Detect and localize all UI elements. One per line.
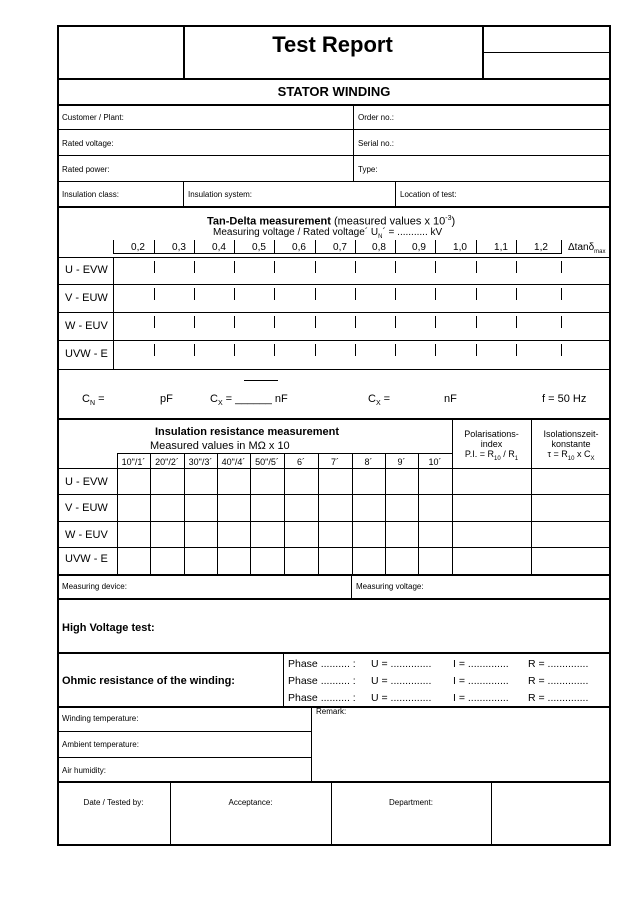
cell-tick xyxy=(561,344,562,356)
tandelta-title: Tan-Delta measurement (measured values x $10^{-3}$) xyxy=(207,215,456,228)
divider xyxy=(395,181,396,207)
cell-tick xyxy=(154,316,155,328)
cell-tick xyxy=(435,316,436,328)
cell-tick xyxy=(355,288,356,300)
cell-tick xyxy=(435,261,436,273)
cell-tick xyxy=(561,316,562,328)
tandelta-row-label: W - EUV xyxy=(65,320,108,332)
divider xyxy=(351,575,352,599)
ratio-label: 0,6 xyxy=(292,242,306,253)
cell-tick xyxy=(274,344,275,356)
divider xyxy=(57,340,611,341)
cell-tick xyxy=(355,316,356,328)
time-label: 50"/5´ xyxy=(255,457,279,467)
grid-column-line xyxy=(385,453,386,574)
insulation-system-label: Insulation system: xyxy=(188,190,253,199)
divider xyxy=(244,380,278,381)
rated-power-label: Rated power: xyxy=(62,165,110,174)
grid-column-line xyxy=(184,453,185,574)
cell-tick xyxy=(315,288,316,300)
cell-tick xyxy=(194,344,195,356)
divider xyxy=(57,521,611,522)
cell-tick xyxy=(315,344,316,356)
cell-tick xyxy=(516,344,517,356)
time-label: 8´ xyxy=(364,457,373,467)
time-label: 10´ xyxy=(428,457,442,467)
divider xyxy=(170,782,171,846)
ratio-tick xyxy=(234,240,235,254)
grid-column-line xyxy=(352,453,353,574)
cell-tick xyxy=(476,288,477,300)
ratio-tick xyxy=(154,240,155,254)
ratio-label: 1,0 xyxy=(453,242,467,253)
grid-column-line xyxy=(117,453,118,574)
divider xyxy=(183,181,184,207)
insulation-row-label: W - EUV xyxy=(65,529,108,541)
insulation-class-label: Insulation class: xyxy=(62,190,119,199)
cell-tick xyxy=(194,288,195,300)
time-label: 9´ xyxy=(397,457,406,467)
ratio-label: 0,4 xyxy=(212,242,226,253)
insulation-subtitle: Measured values in MΩ x 10 xyxy=(150,440,290,452)
tandelta-row-label: V - EUW xyxy=(65,292,108,304)
grid-column-line xyxy=(250,453,251,574)
time-label: 7´ xyxy=(330,457,339,467)
cell-tick xyxy=(476,316,477,328)
divider xyxy=(57,284,611,285)
ratio-label: 0,3 xyxy=(172,242,186,253)
location-label: Location of test: xyxy=(400,190,457,199)
cell-tick xyxy=(395,316,396,328)
ratio-label: 0,2 xyxy=(131,242,145,253)
divider xyxy=(57,206,611,208)
cell-tick xyxy=(234,288,235,300)
cell-tick xyxy=(154,344,155,356)
phase-line: Phase .......... : U = .............. I = .............. R = .............. xyxy=(288,675,589,687)
divider xyxy=(57,652,611,654)
insulation-title: Insulation resistance measurement xyxy=(155,426,340,438)
time-label: 40"/4´ xyxy=(221,457,246,467)
type-label: Type: xyxy=(358,165,378,174)
ratio-tick xyxy=(113,240,114,254)
cell-tick xyxy=(561,288,562,300)
grid-column-line xyxy=(284,453,285,574)
cell-tick xyxy=(234,316,235,328)
ratio-tick xyxy=(315,240,316,254)
grid-column-line xyxy=(318,453,319,574)
grid-column-line xyxy=(418,453,419,574)
cx-field: $C_X$ = ______ nF xyxy=(210,393,288,408)
cell-tick xyxy=(395,288,396,300)
cell-tick xyxy=(476,261,477,273)
cell-tick xyxy=(315,316,316,328)
cell-tick xyxy=(194,261,195,273)
section-title-stator: STATOR WINDING xyxy=(277,84,391,99)
date-tested-label: Date / Tested by: xyxy=(83,798,144,807)
ratio-tick xyxy=(194,240,195,254)
cell-tick xyxy=(274,288,275,300)
winding-temp-label: Winding temperature: xyxy=(62,714,139,723)
divider xyxy=(331,782,332,846)
cell-tick xyxy=(194,316,195,328)
ratio-tick xyxy=(561,240,562,254)
divider xyxy=(57,494,611,495)
divider xyxy=(113,253,561,254)
divider xyxy=(57,78,611,80)
cell-tick xyxy=(561,261,562,273)
ratio-label: 0,8 xyxy=(372,242,386,253)
cell-tick xyxy=(395,344,396,356)
ratio-tick xyxy=(355,240,356,254)
frequency: f = 50 Hz xyxy=(542,393,587,405)
measuring-voltage-label: Measuring voltage: xyxy=(356,582,424,591)
cell-tick xyxy=(395,261,396,273)
time-label: 20"/2´ xyxy=(155,457,179,467)
cell-tick xyxy=(234,344,235,356)
tandelta-row-label: UVW - E xyxy=(65,348,108,360)
divider xyxy=(57,257,611,258)
divider xyxy=(57,781,611,783)
cell-tick xyxy=(476,344,477,356)
acceptance-label: Acceptance: xyxy=(228,798,273,807)
ratio-label: 1,2 xyxy=(534,242,548,253)
cell-tick xyxy=(274,261,275,273)
divider xyxy=(57,155,611,156)
cell-tick xyxy=(516,316,517,328)
divider xyxy=(57,598,611,600)
insulation-row-label: U - EVW xyxy=(65,476,108,488)
order-label: Order no.: xyxy=(358,113,395,122)
cell-tick xyxy=(154,261,155,273)
tau-label: Isolationszeit- konstante $\tau = R_{10}$ x $C_X$ xyxy=(543,429,599,462)
cell-tick xyxy=(315,261,316,273)
ratio-label: 0,9 xyxy=(412,242,426,253)
divider xyxy=(57,547,611,548)
cn-field: $C_N$ = xyxy=(82,393,105,408)
divider xyxy=(491,782,492,846)
ratio-tick xyxy=(395,240,396,254)
ratio-tick xyxy=(274,240,275,254)
divider xyxy=(57,369,611,370)
time-label: 6´ xyxy=(296,457,305,467)
cell-tick xyxy=(355,261,356,273)
grid-column-line xyxy=(452,453,453,574)
divider xyxy=(57,104,611,106)
department-label: Department: xyxy=(388,798,434,807)
cell-tick xyxy=(154,288,155,300)
divider xyxy=(482,52,611,53)
divider xyxy=(57,312,611,313)
tandelta-row-label: U - EVW xyxy=(65,264,108,276)
pi-label: Polarisations- index P.I. = $R_{10} / R_1$ xyxy=(464,429,519,462)
time-label: 10"/1´ xyxy=(121,457,146,467)
cell-tick xyxy=(516,288,517,300)
grid-column-line xyxy=(150,453,151,574)
ratio-tick xyxy=(435,240,436,254)
ratio-tick xyxy=(476,240,477,254)
cell-tick xyxy=(355,344,356,356)
phase-line: Phase .......... : U = .............. I = .............. R = .............. xyxy=(288,658,589,670)
delta-tan-max-label: Δtanδ$_{max}$ xyxy=(568,242,606,255)
insulation-row-label: UVW - E xyxy=(65,553,108,565)
divider xyxy=(311,706,312,782)
remark-label: Remark: xyxy=(316,707,347,716)
cell-tick xyxy=(516,261,517,273)
measuring-device-label: Measuring device: xyxy=(62,582,127,591)
divider xyxy=(57,129,611,130)
time-label: 30"/3´ xyxy=(188,457,213,467)
divider xyxy=(57,574,611,576)
humidity-label: Air humidity: xyxy=(62,766,107,775)
tandelta-subtitle: Measuring voltage / Rated voltage´ $U_N´$ = ........... kV xyxy=(213,227,443,240)
cell-tick xyxy=(274,316,275,328)
divider xyxy=(57,418,611,420)
ambient-temp-label: Ambient temperature: xyxy=(62,740,139,749)
cx-unit: nF xyxy=(444,393,457,405)
cell-tick xyxy=(435,344,436,356)
divider xyxy=(57,181,611,182)
grid-column-line xyxy=(217,453,218,574)
cn-unit: pF xyxy=(160,393,173,405)
customer-label: Customer / Plant: xyxy=(62,113,124,122)
ratio-label: 0,5 xyxy=(252,242,266,253)
phase-line: Phase .......... : U = .............. I = .............. R = .............. xyxy=(288,692,589,704)
insulation-row-label: V - EUW xyxy=(65,502,108,514)
divider xyxy=(283,653,284,707)
divider xyxy=(113,257,114,369)
ohmic-label: Ohmic resistance of the winding: xyxy=(62,675,235,687)
ratio-label: 0,7 xyxy=(333,242,347,253)
cell-tick xyxy=(234,261,235,273)
ratio-label: 1,1 xyxy=(494,242,508,253)
divider xyxy=(57,468,611,469)
cell-tick xyxy=(435,288,436,300)
divider xyxy=(57,731,312,732)
report-title: Test Report xyxy=(272,32,393,57)
rated-voltage-label: Rated voltage: xyxy=(62,139,114,148)
ratio-tick xyxy=(516,240,517,254)
serial-label: Serial no.: xyxy=(358,139,395,148)
divider xyxy=(57,757,312,758)
high-voltage-label: High Voltage test: xyxy=(62,622,155,634)
cx-field-2: $C_X$ = xyxy=(368,393,391,408)
divider xyxy=(353,104,354,181)
